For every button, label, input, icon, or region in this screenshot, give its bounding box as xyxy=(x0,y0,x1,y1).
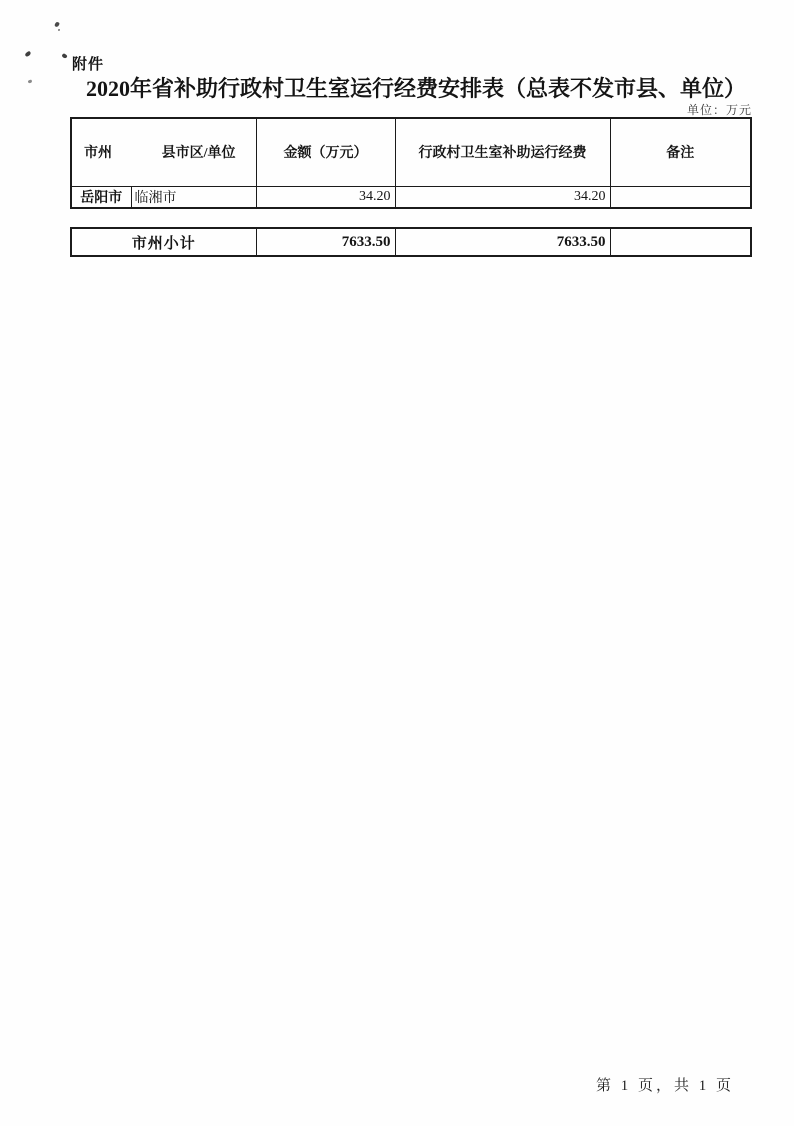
scan-speck xyxy=(54,21,60,27)
summary-operating-fund: 7633.50 xyxy=(395,228,610,256)
table-row xyxy=(71,186,751,208)
page-title: 2020年省补助行政村卫生室运行经费安排表（总表不发市县、单位） xyxy=(86,76,747,101)
header-amount: 金额（万元） xyxy=(256,118,395,186)
attachment-label: 附件 xyxy=(72,57,105,73)
summary-table xyxy=(70,227,752,257)
summary-row xyxy=(71,228,751,256)
header-remark: 备注 xyxy=(610,118,751,186)
unit-note: 单位：万元 xyxy=(686,103,752,117)
page-footer: 第 1 页，共 1 页 xyxy=(595,1078,734,1094)
summary-amount: 7633.50 xyxy=(256,228,395,256)
header-operating-fund: 行政村卫生室补助运行经费 xyxy=(395,118,610,186)
header-county: 县市区/单位 xyxy=(161,146,236,162)
table-header-row xyxy=(71,118,751,186)
scan-speck xyxy=(58,29,60,31)
header-region-cell xyxy=(71,118,256,186)
cell-amount: 34.20 xyxy=(256,186,395,208)
expense-table xyxy=(70,117,752,209)
summary-remark xyxy=(610,228,751,256)
cell-city: 岳阳市 xyxy=(71,186,131,208)
cell-county: 临湘市 xyxy=(131,186,256,208)
header-city: 市州 xyxy=(84,146,112,162)
scan-speck xyxy=(24,51,31,58)
scan-speck xyxy=(61,53,67,59)
summary-label: 市州小计 xyxy=(71,228,256,256)
cell-remark xyxy=(610,186,751,208)
scan-speck xyxy=(28,79,33,83)
cell-operating-fund: 34.20 xyxy=(395,186,610,208)
